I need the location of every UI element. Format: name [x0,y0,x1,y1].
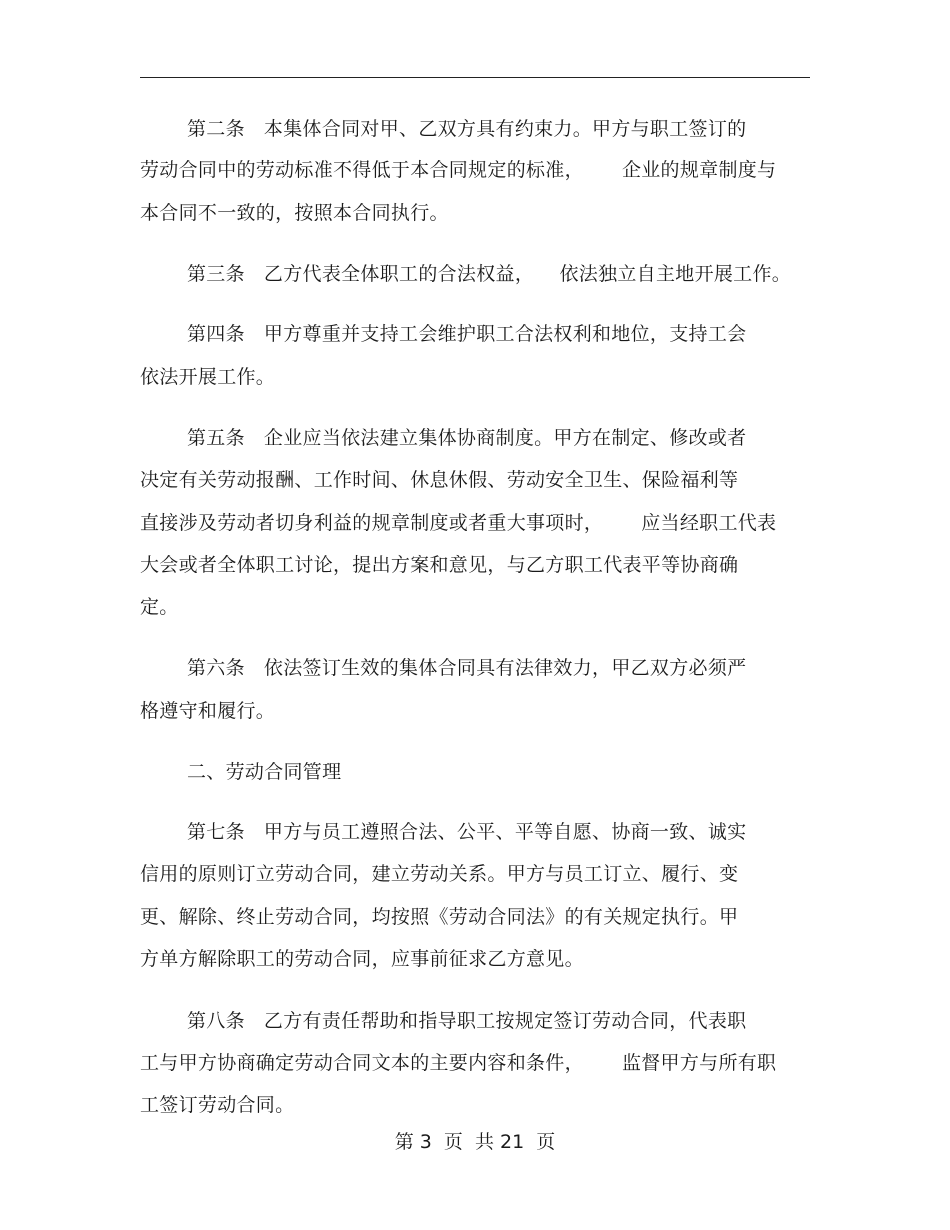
text-line: 第二条 本集体合同对甲、乙双方具有约束力。甲方与职工签订的 [187,118,747,140]
text-line: 第八条 乙方有责任帮助和指导职工按规定签订劳动合同，代表职 [187,1010,747,1032]
text-line: 劳动合同中的劳动标准不得低于本合同规定的标准， 企业的规章制度与 [140,159,777,181]
text-line: 第四条 甲方尊重并支持工会维护职工合法权利和地位，支持工会 [187,323,747,345]
page-footer: 第 3 页 共 21 页 [394,1131,556,1153]
text-line: 决定有关劳动报酬、工作时间、休息休假、劳动安全卫生、保险福利等 [140,469,739,491]
header-rule [140,77,810,78]
text-line: 直接涉及劳动者切身利益的规章制度或者重大事项时， 应当经职工代表 [140,512,777,534]
text-line: 第七条 甲方与员工遵照合法、公平、平等自愿、协商一致、诚实 [187,821,747,843]
text-line: 更、解除、终止劳动合同，均按照《劳动合同法》的有关规定执行。甲 [140,906,739,928]
text-line: 大会或者全体职工讨论，提出方案和意见，与乙方职工代表平等协商确 [140,554,739,576]
text-line: 定。 [140,596,179,618]
text-line: 信用的原则订立劳动合同，建立劳动关系。甲方与员工订立、履行、变 [140,863,739,885]
text-line: 依法开展工作。 [140,366,276,388]
text-line: 格遵守和履行。 [140,700,276,722]
text-line: 工与甲方协商确定劳动合同文本的主要内容和条件， 监督甲方与所有职 [140,1052,777,1074]
text-line: 第五条 企业应当依法建立集体协商制度。甲方在制定、修改或者 [187,427,747,449]
text-line: 工签订劳动合同。 [140,1094,295,1116]
text-line: 第六条 依法签订生效的集体合同具有法律效力，甲乙双方必须严 [187,657,747,679]
section-heading: 二、劳动合同管理 [187,761,342,783]
text-line: 第三条 乙方代表全体职工的合法权益， 依法独立自主地开展工作。 [187,263,792,285]
text-line: 本合同不一致的，按照本合同执行。 [140,202,449,224]
text-line: 方单方解除职工的劳动合同，应事前征求乙方意见。 [140,948,584,970]
